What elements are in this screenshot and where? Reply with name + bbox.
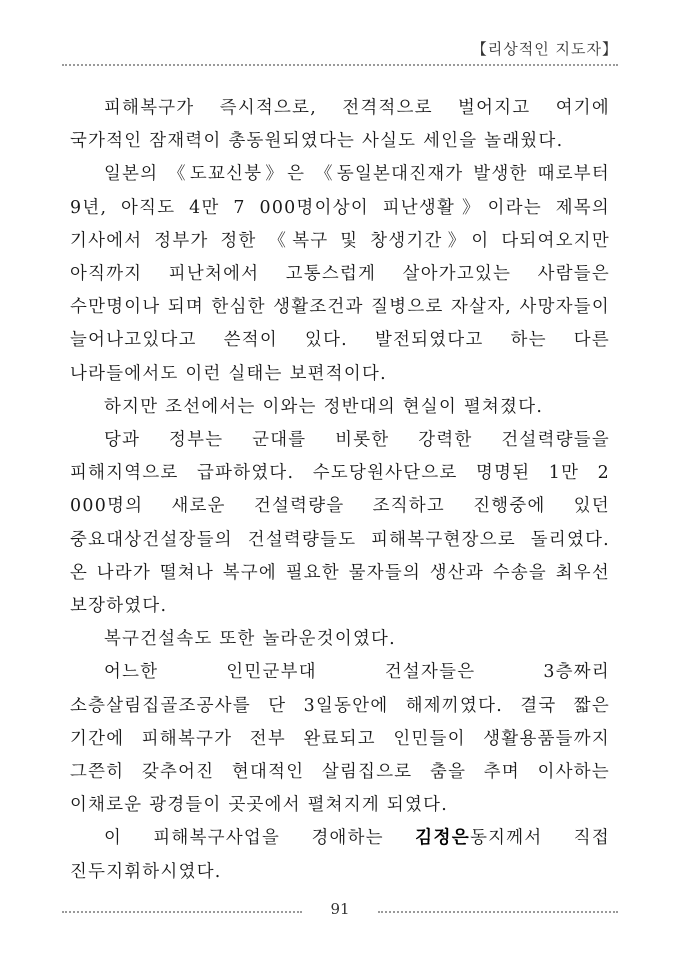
paragraph-final-before: 이 피해복구사업을 경애하는	[104, 828, 416, 849]
paragraph: 당과 정부는 군대를 비롯한 강력한 건설력량들을 피해지역으로 급파하였다. 수도당원사단으로 명명된 1만 2 000명의 새로운 건설력량을 조직하고 진행중에 있던 중요대상건설장들의 건설력량들도 피해복구현장으로 돌리였다. 온 나라가 떨쳐나 복구에 필요한 물자들의 생산과 수송을 최우선 보장하였다.	[70, 430, 610, 617]
body-text	[70, 92, 610, 889]
paragraph: 피해복구가 즉시적으로, 전격적으로 벌어지고 여기에 국가적인 잠재력이 총동원되였다는 사실도 세인을 놀래웠다.	[70, 98, 610, 152]
running-header-title: 【리상적인 지도자】	[471, 40, 618, 58]
footer-divider-right	[378, 911, 618, 913]
paragraph-final	[70, 822, 610, 888]
paragraph: 복구건설속도 또한 놀라운것이였다.	[104, 629, 396, 650]
paragraph-final-after: 동지께서 직접 진두지휘하시였다.	[70, 828, 610, 882]
header-divider	[62, 64, 618, 66]
paragraph: 하지만 조선에서는 이와는 정반대의 현실이 펼쳐졌다.	[104, 396, 544, 417]
paragraph: 일본의 《도꾜신붕》은 《동일본대진재가 발생한 때로부터 9년, 아직도 4만 7 000명이상이 피난생활》이라는 제목의 기사에서 정부가 정한 《복구 및 창생기간》이 다되여오지만 아직까지 피난처에서 고통스럽게 살아가고있는 사람들은 수만명이나 되며 한심한 생활조건과 질병으로 자살자, 사망자들이 늘어나고있다고 쓴적이 있다. 발전되였다고 하는 다른 나라들에서도 이런 실태는 보편적이다.	[70, 164, 610, 384]
page-footer	[62, 900, 618, 924]
leader-name: 김정은	[415, 828, 471, 849]
paragraph: 어느한 인민군부대 건설자들은 3층짜리 소층살림집골조공사를 단 3일동안에 해제끼였다. 결국 짧은 기간에 피해복구가 전부 완료되고 인민들이 생활용품들까지 그쯘히 갖추어진 현대적인 살림집으로 춤을 추며 이사하는 이채로운 광경들이 곳곳에서 펼쳐지게 되였다.	[70, 662, 610, 816]
page-number: 91	[330, 900, 350, 918]
